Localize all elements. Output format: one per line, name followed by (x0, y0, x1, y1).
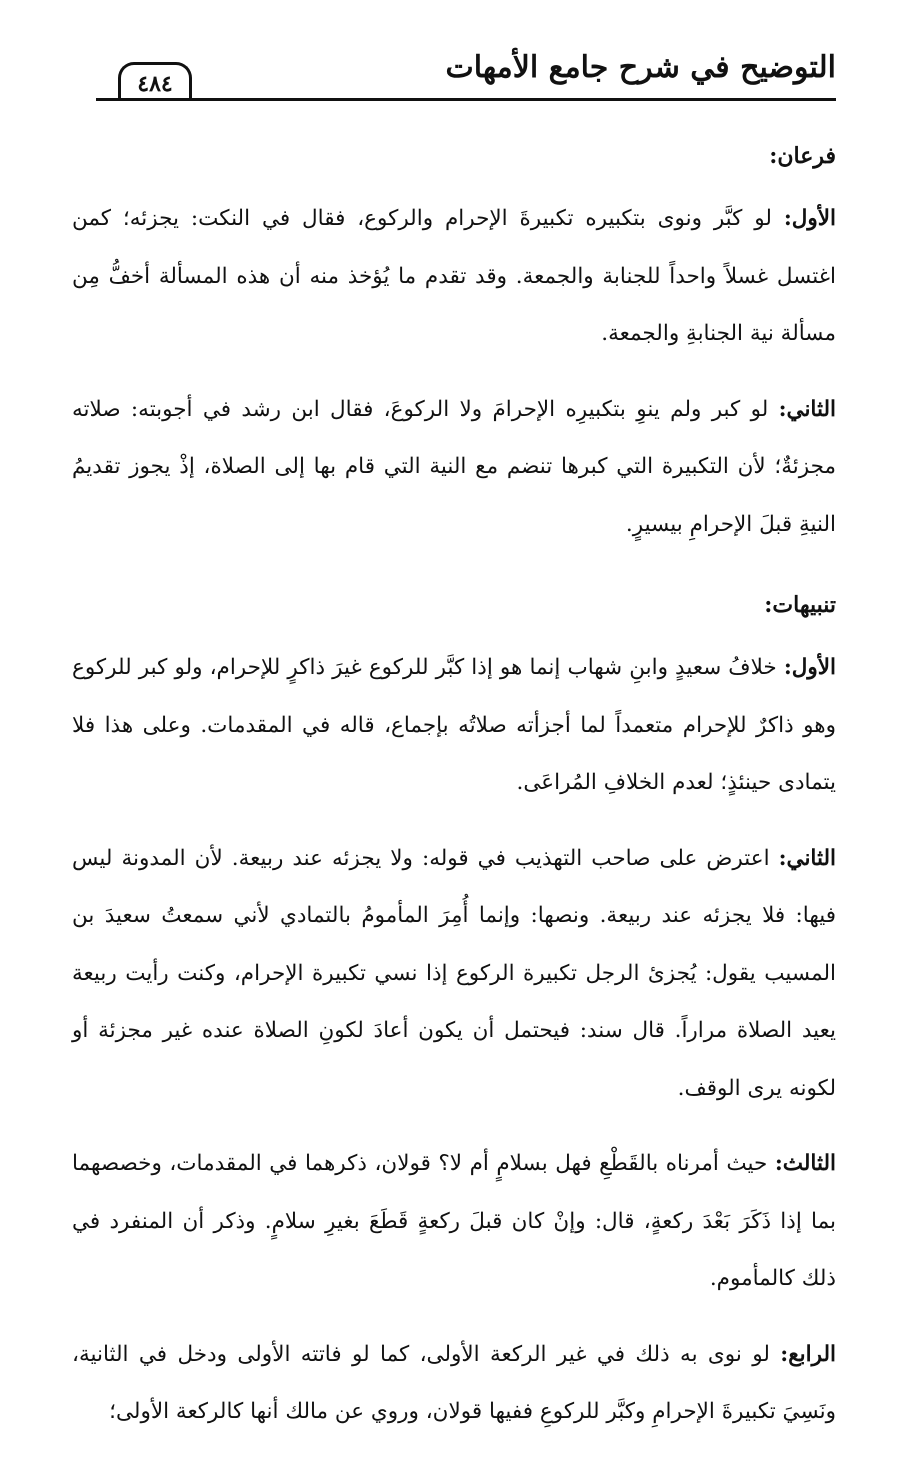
page-number: ٤٨٤ (118, 62, 192, 98)
paragraph-text: خلافُ سعيدٍ وابنِ شهاب إنما هو إذا كبَّر للركوع غيرَ ذاكرٍ للإحرام، ولو كبر للركوع وهو ذاكرٌ للإحرام متعمداً لما أجزأته صلاتُه بإجماع، قاله في المقدمات. وعلى هذا فلا يتمادى حينئذٍ؛ لعدم الخلافِ المُراعَى. (72, 655, 836, 795)
paragraph (72, 830, 836, 1118)
paragraph-lead: الرابع: (780, 1341, 836, 1367)
paragraph-text: لو كبَّر ونوى بتكبيره تكبيرةَ الإحرام والركوع، فقال في النكت: يجزئه؛ كمن اغتسل غسلاً واحداً للجنابة والجمعة. وقد تقدم ما يُؤخذ منه أن هذه المسألة أخفُّ مِن مسألة نية الجنابةِ والجمعة. (72, 206, 836, 346)
paragraph-text: حيث أمرناه بالقَطْعِ فهل بسلامٍ أم لا؟ قولان، ذكرهما في المقدمات، وخصصهما بما إذا ذَكَرَ بَعْدَ ركعةٍ، قال: وإنْ كان قبلَ ركعةٍ قَطَعَ بغيرِ سلامٍ. وذكر أن المنفرد في ذلك كالمأموم. (72, 1151, 836, 1291)
page-body (72, 122, 836, 1459)
paragraph-lead: الأول: (783, 206, 836, 231)
paragraph-lead: الثاني: (778, 396, 836, 422)
paragraph (72, 1326, 836, 1441)
paragraph-lead: الثالث: (774, 1151, 836, 1176)
paragraph-text: لو نوى به ذلك في غير الركعة الأولى، كما لو فاتته الأولى ودخل في الثانية، ونَسِيَ تكبيرةَ الإحرامِ وكبَّر للركوعِ ففيها قولان، وروي عن مالك أنها كالركعة الأولى؛ (72, 1341, 836, 1424)
book-title: التوضيح في شرح جامع الأمهات (445, 50, 836, 85)
paragraph-lead: الأول: (783, 655, 836, 680)
page-header (96, 40, 836, 101)
paragraph-lead: الثاني: (778, 845, 836, 871)
paragraph (72, 1135, 836, 1308)
section-heading-furuan: فرعان: (769, 143, 836, 169)
section-heading-tanbihat: تنبيهات: (764, 592, 836, 618)
paragraph (72, 381, 836, 554)
paragraph-text: اعترض على صاحب التهذيب في قوله: ولا يجزئه عند ربيعة. لأن المدونة ليس فيها: فلا يجزئه عند ربيعة. ونصها: وإنما أُمِرَ المأمومُ بالتمادي لأني سمعتُ سعيدَ بن المسيب يقول: يُجزئ الرجل تكبيرة الركوع إذا نسي تكبيرة الإحرام، وكنت رأيت ربيعة يعيد الصلاة مراراً. قال سند: فيحتمل أن يكون أعادَ لكونِ الصلاة عنده غير مجزئة أو لكونه يرى الوقف. (72, 845, 837, 1101)
paragraph (72, 639, 836, 812)
paragraph-text: لو كبر ولم ينوِ بتكبيرِه الإحرامَ ولا الركوعَ، فقال ابن رشد في أجوبته: صلاته مجزئةٌ؛ لأن التكبيرة التي كبرها تنضم مع النية التي قام بها إلى الصلاة، إذْ يجوز تقديمُ النيةِ قبلَ الإحرامِ بيسيرٍ. (72, 396, 836, 537)
paragraph (72, 190, 836, 363)
